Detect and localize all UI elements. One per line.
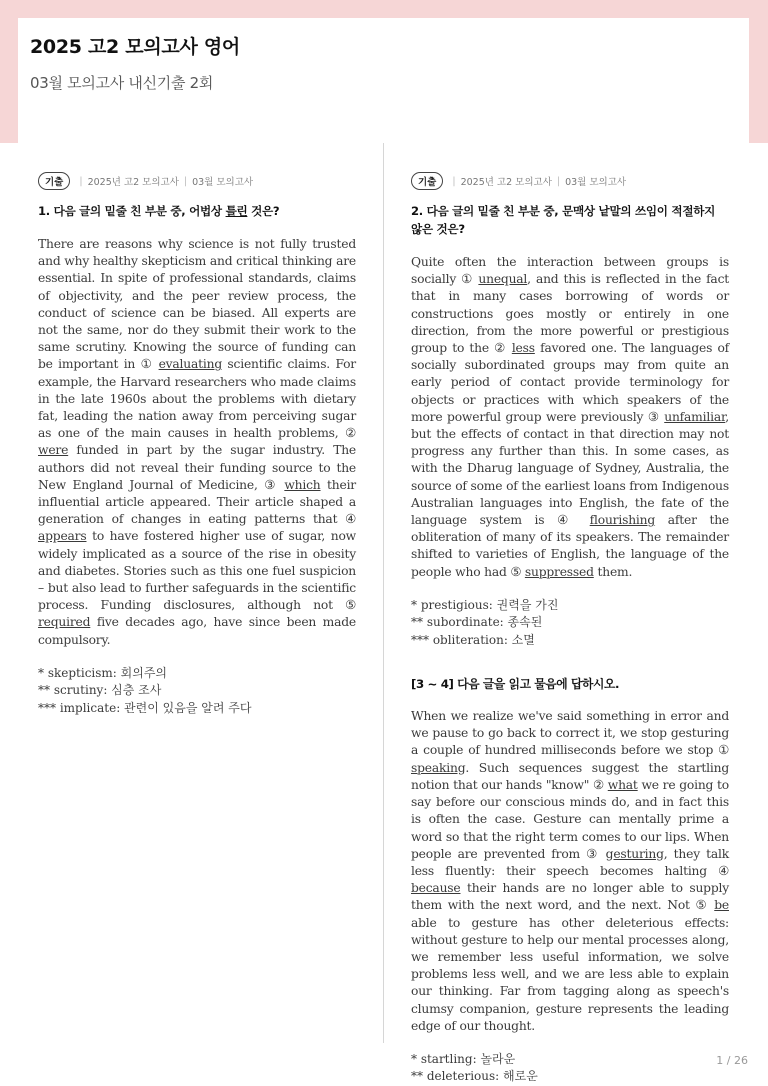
passage-text: after the obliteration of many of its speakers. The remainder shifted to varieties of English, the language of the people who had ⑤ bbox=[411, 513, 730, 579]
passage-text: their influential article appeared. Their article shaped a generation of changes in eating patterns that ④ bbox=[38, 477, 356, 527]
passage-text: . Such sequences suggest the startling notion that our hands "know" ② bbox=[411, 760, 729, 792]
question-1 bbox=[38, 172, 356, 717]
separator: | bbox=[452, 175, 456, 187]
underlined-choice: flourishing bbox=[589, 513, 656, 528]
underlined-choice: less bbox=[511, 341, 535, 356]
group-note: * startling: 놀라운 bbox=[411, 1051, 516, 1066]
q2-source-month: 03월 모의고사 bbox=[565, 177, 627, 188]
passage-text: scientific claims. For example, the Harvard researchers who made claims in the late 1960s about the problems with dietary fat, leading the nation away from perceiving sugar as one of the main causes in health problems, ② bbox=[38, 357, 356, 441]
q1-source-year: 2025년 고2 모의고사 bbox=[87, 177, 179, 188]
q1-title-pre: 1. 다음 글의 밑줄 친 부분 중, 어법상 bbox=[38, 204, 226, 218]
column-divider bbox=[383, 143, 384, 1043]
group-3-4-notes bbox=[411, 1051, 729, 1086]
q1-note: * skepticism: 회의주의 bbox=[38, 665, 168, 680]
q1-source-month: 03월 모의고사 bbox=[192, 177, 254, 188]
underlined-choice: unequal bbox=[478, 272, 528, 287]
q2-title: 2. 다음 글의 밑줄 친 부분 중, 문맥상 낱말의 쓰임이 적절하지 않은 것은? bbox=[411, 204, 716, 236]
q1-note: *** implicate: 관련이 있음을 알려 주다 bbox=[38, 700, 252, 715]
document-subtitle: 03월 모의고사 내신기출 2회 bbox=[30, 74, 214, 92]
passage-text: Quite often the interaction between groups is socially ① bbox=[411, 255, 729, 287]
q1-badge: 기출 bbox=[38, 172, 70, 190]
passage-text: There are reasons why science is not fully trusted and why healthy skepticism and critical thinking are essential. In spite of professional standards, claims of objectivity, and the peer review process, the conduct of science can be biased. All experts are not the same, nor do they submit their work to the same scrutiny. Knowing the source of funding can be important in ① bbox=[38, 237, 356, 372]
underlined-choice: were bbox=[38, 443, 69, 458]
q2-source-year: 2025년 고2 모의고사 bbox=[460, 177, 552, 188]
q2-badge: 기출 bbox=[411, 172, 443, 190]
passage-text: funded in part by the sugar industry. The authors did not reveal their funding source to the New England Journal of Medicine, ③ bbox=[38, 443, 356, 492]
passage-text: them. bbox=[593, 564, 633, 579]
document-title: 2025 고2 모의고사 영어 bbox=[30, 36, 240, 58]
separator: | bbox=[183, 175, 188, 187]
passage-text: five decades ago, have since been made compulsory. bbox=[38, 615, 356, 647]
q1-passage bbox=[38, 236, 356, 649]
underlined-choice: suppressed bbox=[524, 564, 594, 579]
underlined-choice: required bbox=[38, 615, 91, 630]
q2-note: ** subordinate: 종속된 bbox=[411, 615, 543, 630]
passage-text: When we realize we've said something in error and we pause to go back to correct it, we stop gesturing a couple of hundred milliseconds before we stop ① bbox=[411, 709, 729, 758]
underlined-choice: what bbox=[607, 777, 638, 792]
passage-text: we re going to say before our conscious minds do, and in fact this is often the case. Gesture can mentally prime a word so that the right term comes to our lips. When people are prevented from ③ bbox=[411, 777, 729, 861]
passage-text: , but the effects of contact in that direction may not progress any further than this. In some cases, as with the Dharug language of Sydney, Australia, the source of some of the earliest loans from Indigenous Australian languages into English, the fate of the language system is ④ bbox=[411, 409, 729, 528]
group-note: ** deleterious: 해로운 bbox=[411, 1069, 538, 1084]
separator: | bbox=[556, 175, 561, 187]
q1-note: ** scrutiny: 심층 조사 bbox=[38, 683, 162, 698]
passage-text: , and this is reflected in the fact that in many cases borrowing of words or constructions goes mostly or entirely in one direction, from the more powerful or prestigious group to the ② bbox=[411, 272, 729, 356]
q1-source-line bbox=[38, 172, 356, 190]
underlined-choice: appears bbox=[38, 529, 87, 544]
q1-title bbox=[38, 202, 356, 220]
group-3-4-passage bbox=[411, 708, 729, 1035]
separator: | bbox=[79, 175, 83, 187]
passage-text: able to gesture has other deleterious effects: without gesture to help our mental processes along, we remember less useful information, we solve problems less well, and we are less able to explain our thinking. Far from tagging along as speech's clumsy companion, gesture represents the leading edge of our thought. bbox=[411, 915, 729, 1033]
underlined-choice: gesturing bbox=[605, 846, 664, 861]
underlined-choice: unfamiliar bbox=[664, 409, 726, 424]
page-number: 1 / 26 bbox=[716, 1054, 748, 1067]
underlined-choice: which bbox=[284, 477, 321, 492]
q1-title-underlined: 틀린 bbox=[225, 204, 248, 218]
question-2 bbox=[411, 172, 729, 1086]
q1-notes bbox=[38, 665, 356, 717]
q2-note: *** obliteration: 소멸 bbox=[411, 632, 535, 647]
q2-note: * prestigious: 권력을 가진 bbox=[411, 597, 559, 612]
passage-text: favored one. The languages of socially subordinated groups may from quite an early period of contact provide terminology for objects or practices with which speakers of the more powerful group were previously ③ bbox=[411, 341, 729, 424]
q1-title-post: 것은? bbox=[247, 204, 280, 218]
group-3-4-title: [3 ~ 4] 다음 글을 읽고 물음에 답하시오. bbox=[411, 677, 620, 692]
passage-text: to have fostered higher use of sugar, now widely implicated as a source of the rise in obesity and diabetes. Stories such as this one fuel suspicion – but also lead to further safeguards in the scientific process. Funding disclosures, although not ⑤ bbox=[38, 529, 356, 613]
passage-text: their hands are no longer able to supply them with the next word, and the next. Not ⑤ bbox=[411, 881, 729, 913]
underlined-choice: evaluating bbox=[158, 357, 222, 372]
underlined-choice: because bbox=[411, 881, 461, 896]
underlined-choice: speaking bbox=[411, 760, 466, 775]
q2-source-line bbox=[411, 172, 729, 190]
passage-text: , they talk less fluently: their speech becomes halting ④ bbox=[411, 846, 729, 878]
underlined-choice: be bbox=[714, 898, 729, 913]
q2-notes bbox=[411, 597, 729, 649]
q2-passage bbox=[411, 254, 729, 581]
